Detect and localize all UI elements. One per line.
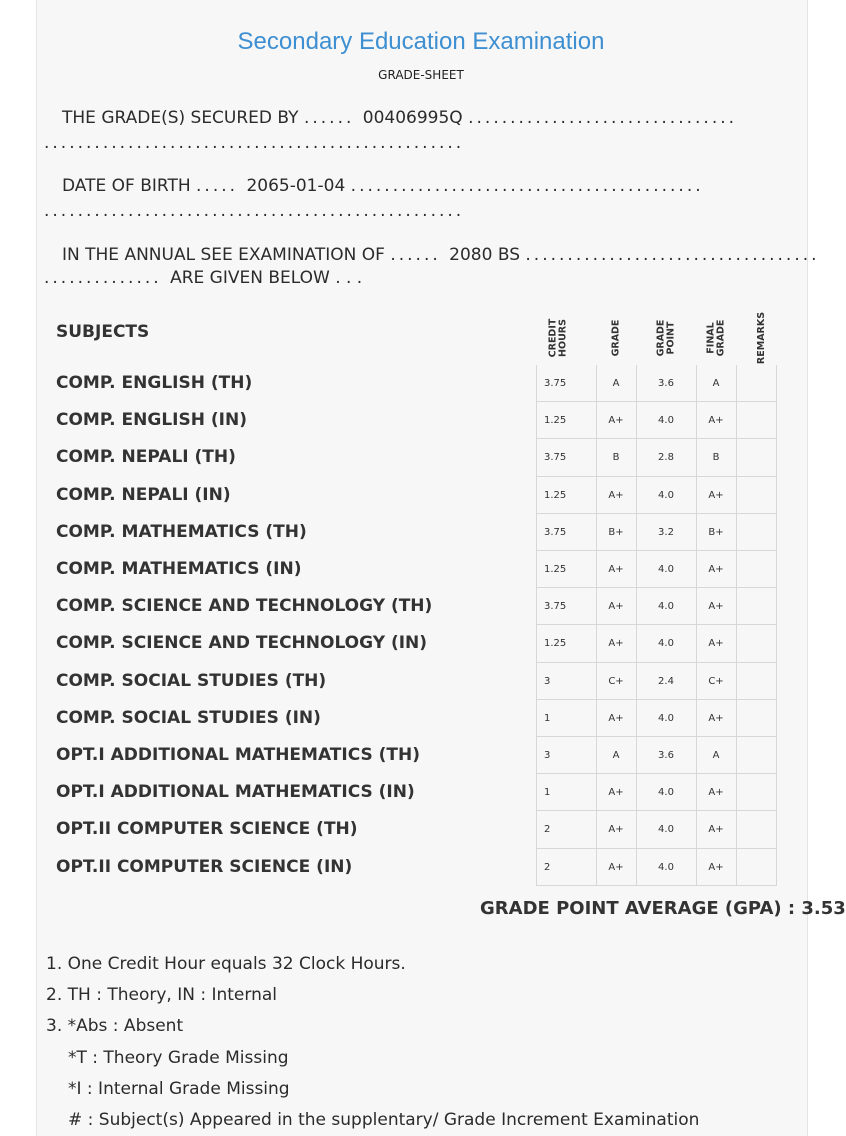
cell-credit: 1 [544,787,551,799]
cell-credit: 3 [544,750,551,761]
cell-grade: A+ [608,489,624,501]
cell-point: 3.6 [658,750,674,761]
cell-remarks [747,524,777,542]
cell-point: 4.0 [658,638,674,650]
subject-name: COMP. MATHEMATICS (IN) [56,559,302,579]
given-below-text: ARE GIVEN BELOW . . . [170,268,363,288]
cell-grade: A+ [608,787,624,799]
dob-line [62,176,802,196]
table-row-divider [536,810,776,811]
cell-grade: A+ [608,415,624,427]
cell-credit: 3.75 [544,378,567,389]
cell-point: 4.0 [658,415,674,427]
secured-by-label: THE GRADE(S) SECURED BY [62,108,299,128]
subject-name: OPT.I ADDITIONAL MATHEMATICS (IN) [56,782,415,803]
symbol-number: 00406995Q [362,108,463,128]
cell-grade: A [612,750,620,761]
gpa-line [480,898,846,919]
cell-grade: B [612,452,620,464]
table-column-divider [696,365,697,886]
cell-final: A+ [708,787,724,799]
cell-credit: 3 [544,675,551,687]
subject-name: OPT.I ADDITIONAL MATHEMATICS (TH) [56,745,421,765]
cell-point: 4.0 [658,861,674,873]
column-header [696,312,736,364]
column-header [538,312,578,364]
cell-remarks [747,784,777,802]
table-row-divider [536,736,776,737]
cell-final: A+ [708,415,724,427]
subject-name: COMP. ENGLISH (IN) [56,410,247,431]
table-column-divider [596,365,597,886]
cell-remarks [747,635,777,653]
cell-remarks [747,375,777,393]
cell-credit: 3.75 [544,452,567,464]
dob-value: 2065-01-04 [246,176,346,196]
cell-grade: C+ [608,675,624,687]
given-below-line [44,268,444,288]
note-th-in: 2. TH : Theory, IN : Internal [46,985,277,1005]
note-absent: 3. *Abs : Absent [46,1016,184,1036]
subject-name: OPT.II COMPUTER SCIENCE (IN) [56,856,353,877]
exam-label: IN THE ANNUAL SEE EXAMINATION OF [62,245,385,265]
note-internal-missing: *I : Internal Grade Missing [68,1079,290,1099]
column-header-label: GRADE POINT [655,319,676,357]
cell-final: A+ [708,861,724,873]
cell-final: B [712,452,720,464]
dot-leader: ...... [390,245,450,265]
subject-name: COMP. NEPALI (IN) [56,484,231,505]
cell-point: 3.2 [658,526,674,538]
subject-name: COMP. SCIENCE AND TECHNOLOGY (IN) [56,633,428,654]
table-row-divider [536,476,776,477]
column-header-label: REMARKS [756,311,768,365]
cell-final: A+ [708,601,724,613]
table-row-divider [536,550,776,551]
exam-line [62,245,820,265]
table-row-divider [536,587,776,588]
column-header-label: GRADE [610,319,621,357]
cell-final: C+ [708,675,724,687]
grades-table [40,312,806,878]
cell-credit: 1.25 [544,415,567,427]
column-header [596,312,636,364]
note-theory-missing: *T : Theory Grade Missing [68,1048,289,1068]
subject-name: COMP. SCIENCE AND TECHNOLOGY (TH) [56,596,433,617]
cell-grade: A+ [608,824,624,836]
cell-grade: A+ [608,712,624,724]
cell-credit: 3.75 [544,526,567,538]
cell-credit: 2 [544,824,551,836]
cell-credit: 3.75 [544,601,567,613]
dot-leader: ...... [303,108,363,128]
table-row-divider [536,624,776,625]
cell-remarks [747,487,777,505]
cell-remarks [747,673,777,691]
dot-leader: .................................................. [44,201,465,221]
dot-leader: .................................................. [44,133,465,153]
cell-grade: B+ [608,526,624,538]
cell-remarks [747,412,777,430]
cell-final: A [712,378,720,389]
table-row-divider [536,848,776,849]
cell-remarks [747,859,777,877]
cell-remarks [747,561,777,579]
exam-year: 2080 BS [449,245,520,265]
cell-point: 4.0 [658,601,674,613]
cell-point: 2.4 [658,675,674,687]
table-row-divider [536,699,776,700]
cell-grade: A+ [608,861,624,873]
note-credit-hour: 1. One Credit Hour equals 32 Clock Hours. [46,954,406,974]
table-row-divider [536,401,776,402]
cell-grade: A+ [608,564,624,575]
table-column-divider [776,365,777,886]
note-supplementary: # : Subject(s) Appeared in the supplentary/ Grade Increment Examination [68,1110,700,1130]
column-header [646,312,686,364]
cell-point: 4.0 [658,824,674,836]
exam-title: Secondary Education Examination [237,28,605,55]
table-column-divider [536,365,537,886]
cell-final: A+ [708,564,724,575]
table-column-divider [736,365,737,886]
cell-credit: 1.25 [544,489,567,501]
cell-point: 2.8 [658,452,674,464]
cell-credit: 1 [544,712,551,724]
cell-final: B+ [708,526,724,538]
dob-label: DATE OF BIRTH [62,176,191,196]
subjects-header: SUBJECTS [56,322,150,342]
table-row-divider [536,773,776,774]
cell-credit: 2 [544,861,551,873]
gpa-value: 3.53 [801,898,846,919]
table-row-divider [536,438,776,439]
dot-leader: ..... [196,176,247,196]
table-row-divider [536,513,776,514]
table-row-divider [536,885,776,886]
dot-leader: .......................................... [350,176,704,196]
cell-point: 4.0 [658,564,674,575]
table-column-divider [636,365,637,886]
cell-point: 4.0 [658,489,674,501]
cell-remarks [747,821,777,839]
cell-final: A [712,750,720,761]
subject-name: COMP. NEPALI (TH) [56,447,236,468]
grade-sheet-subtitle: GRADE-SHEET [378,68,464,82]
cell-final: A+ [708,712,724,724]
gpa-label: GRADE POINT AVERAGE (GPA) : [480,898,796,919]
cell-grade: A+ [608,638,624,650]
subject-name: COMP. SOCIAL STUDIES (TH) [56,670,327,691]
table-row-divider [536,662,776,663]
subject-name: COMP. MATHEMATICS (TH) [56,521,307,542]
cell-final: A+ [708,489,724,501]
subject-name: COMP. ENGLISH (TH) [56,373,253,393]
cell-remarks [747,710,777,728]
cell-grade: A [612,378,620,389]
cell-point: 4.0 [658,787,674,799]
cell-remarks [747,598,777,616]
dot-leader: ................................... [525,245,820,265]
cell-credit: 1.25 [544,564,567,575]
cell-point: 4.0 [658,712,674,724]
column-header-label: FINAL GRADE [705,319,726,357]
column-header [742,312,782,364]
column-header-label: CREDIT HOURS [547,318,568,358]
cell-remarks [747,449,777,467]
subject-name: OPT.II COMPUTER SCIENCE (TH) [56,819,358,840]
cell-final: A+ [708,638,724,650]
cell-point: 3.6 [658,378,674,389]
secured-by-line [62,108,802,128]
cell-remarks [747,747,777,765]
cell-grade: A+ [608,601,624,613]
cell-credit: 1.25 [544,638,567,650]
dot-leader: ................................ [468,108,738,128]
cell-final: A+ [708,824,724,836]
subject-name: COMP. SOCIAL STUDIES (IN) [56,707,321,728]
dot-leader: .............. [44,268,171,288]
